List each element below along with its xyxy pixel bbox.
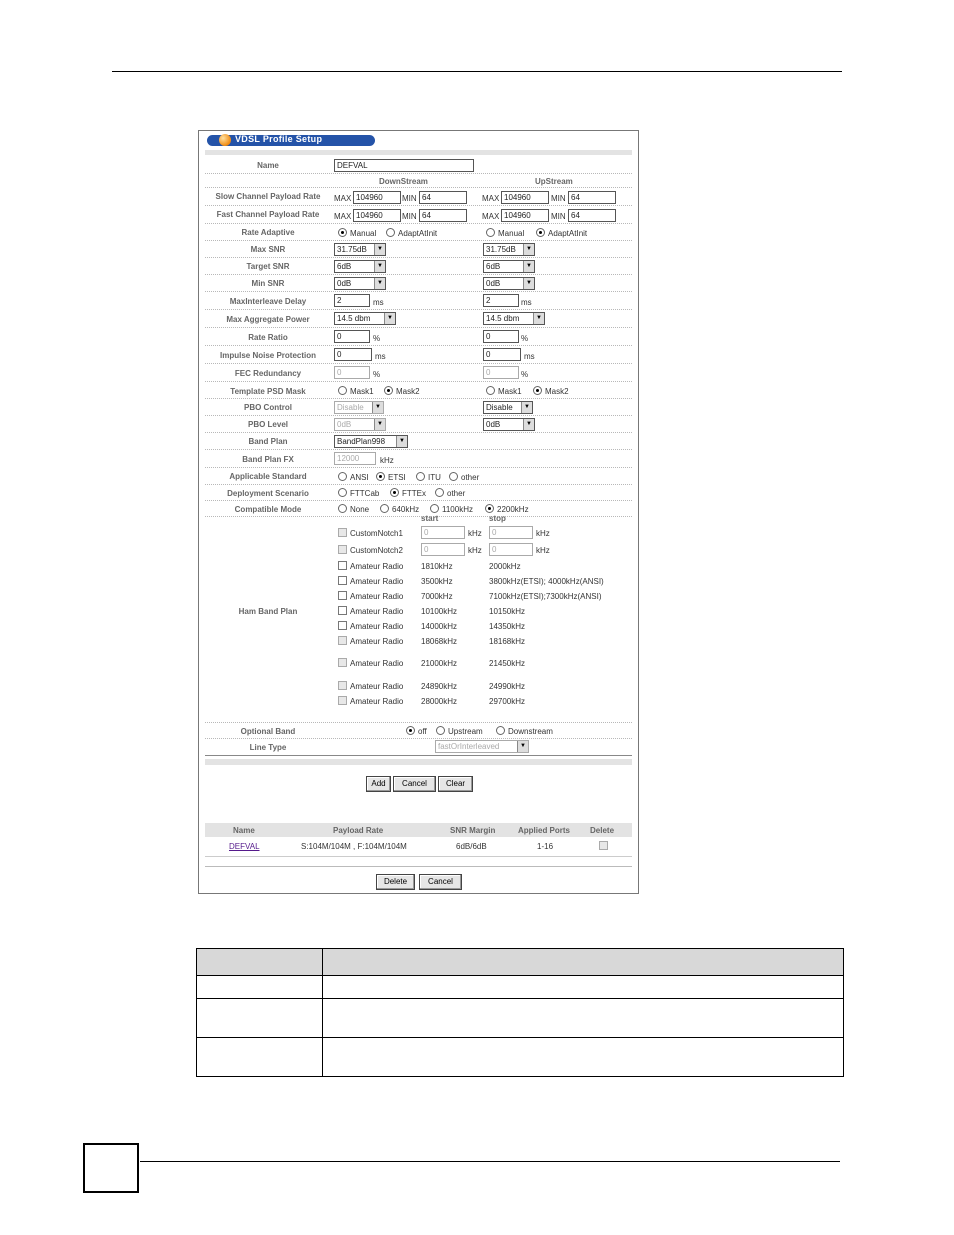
slow-up-max-input[interactable]: 104960 bbox=[501, 191, 549, 204]
payload-value: S:104M/104M , F:104M/104M bbox=[301, 842, 407, 851]
description-table bbox=[196, 948, 844, 1077]
percent-unit: % bbox=[373, 334, 381, 343]
custom-notch2-start-input[interactable]: 0 bbox=[421, 543, 465, 556]
row-max-interleave bbox=[205, 292, 632, 310]
dropdown-arrow-icon: ▼ bbox=[523, 278, 534, 289]
ports-value: 1-16 bbox=[537, 842, 554, 851]
row-stream-headers bbox=[205, 174, 632, 188]
itu-text: ITU bbox=[428, 473, 441, 482]
up-mask1-radio[interactable] bbox=[486, 386, 495, 395]
divider bbox=[205, 866, 632, 867]
ham-stop: 21450kHz bbox=[489, 659, 526, 668]
min-snr-up-select[interactable] bbox=[483, 277, 535, 290]
ham-stop: 14350kHz bbox=[489, 622, 526, 631]
ms-unit: ms bbox=[373, 298, 384, 307]
select-value: 14.5 dbm bbox=[486, 314, 520, 323]
khz-unit: kHz bbox=[536, 529, 550, 538]
select-value: 0dB bbox=[486, 420, 501, 429]
row-rate-adaptive bbox=[205, 224, 632, 241]
dropdown-arrow-icon: ▼ bbox=[374, 261, 385, 272]
slow-down-max-input[interactable]: 104960 bbox=[353, 191, 401, 204]
select-value: fastOrInterleaved bbox=[438, 742, 500, 751]
slow-down-min-input[interactable]: 64 bbox=[419, 191, 467, 204]
delete-checkbox[interactable] bbox=[599, 841, 608, 850]
ham-name: Amateur Radio bbox=[350, 562, 404, 571]
std-itu-radio[interactable] bbox=[416, 472, 425, 481]
ham-stop: 29700kHz bbox=[489, 697, 526, 706]
impulse-noise-label: Impulse Noise Protection bbox=[219, 351, 317, 360]
dropdown-arrow-icon: ▼ bbox=[396, 436, 407, 447]
select-value: 0dB bbox=[486, 279, 501, 288]
ansi-text: ANSI bbox=[350, 473, 369, 482]
select-value: 31.75dB bbox=[337, 245, 367, 254]
max-snr-down-select[interactable] bbox=[334, 243, 386, 256]
select-value: 31.75dB bbox=[486, 245, 516, 254]
delete-button[interactable]: Delete bbox=[376, 874, 415, 890]
down-manual-radio[interactable] bbox=[338, 228, 347, 237]
start-header: start bbox=[421, 514, 439, 523]
mask1-text: Mask1 bbox=[350, 387, 374, 396]
inp-down-input[interactable]: 0 bbox=[334, 348, 372, 361]
table-header-cell bbox=[323, 949, 844, 976]
row-min-snr bbox=[205, 275, 632, 292]
pbo-level-up-select[interactable] bbox=[483, 418, 535, 431]
dep-other-radio[interactable] bbox=[435, 488, 444, 497]
row-band-plan-fx bbox=[205, 450, 632, 468]
row-target-snr bbox=[205, 258, 632, 275]
select-value: 14.5 dbm bbox=[337, 314, 371, 323]
ms-unit: ms bbox=[375, 352, 386, 361]
table-cell bbox=[197, 976, 323, 999]
down-adaptatinit-radio[interactable] bbox=[386, 228, 395, 237]
target-snr-up-select[interactable] bbox=[483, 260, 535, 273]
khz-unit: kHz bbox=[468, 529, 482, 538]
dropdown-arrow-icon: ▼ bbox=[384, 313, 395, 324]
row-fast-channel bbox=[205, 206, 632, 224]
max-aggregate-power-label: Max Aggregate Power bbox=[226, 315, 310, 324]
row-name bbox=[205, 157, 632, 174]
other-text: other bbox=[461, 473, 480, 482]
ham-start: 28000kHz bbox=[421, 697, 458, 706]
min-label: MIN bbox=[402, 194, 417, 203]
row-max-aggregate-power bbox=[205, 310, 632, 328]
row-rate-ratio bbox=[205, 328, 632, 346]
ham-stop: 2000kHz bbox=[489, 562, 521, 571]
other-text: other bbox=[447, 489, 466, 498]
row-compatible-mode bbox=[205, 501, 632, 517]
off-text: off bbox=[418, 727, 427, 736]
ham-stop: 18168kHz bbox=[489, 637, 526, 646]
max-label: MAX bbox=[482, 194, 500, 203]
cm-2200-radio[interactable] bbox=[485, 504, 494, 513]
1100khz-text: 1100kHz bbox=[442, 505, 473, 514]
std-other-radio[interactable] bbox=[449, 472, 458, 481]
band-plan-select[interactable] bbox=[334, 435, 408, 448]
khz-unit: kHz bbox=[380, 456, 394, 465]
down-mask1-radio[interactable] bbox=[338, 386, 347, 395]
percent-unit: % bbox=[373, 370, 381, 379]
page-header-rule bbox=[112, 71, 842, 72]
list-header-ports: Applied Ports bbox=[518, 826, 571, 835]
page-number-box bbox=[83, 1143, 139, 1193]
adaptatinit-text: AdaptAtInit bbox=[398, 229, 438, 238]
panel-title-bar bbox=[207, 135, 375, 146]
row-band-plan bbox=[205, 433, 632, 450]
fec-down-input[interactable]: 0 bbox=[334, 366, 370, 379]
upstream-header: UpStream bbox=[535, 177, 573, 186]
name-input[interactable]: DEFVAL bbox=[334, 159, 474, 172]
max-label: MAX bbox=[482, 212, 500, 221]
target-snr-label: Target SNR bbox=[246, 262, 290, 271]
ham-stop: 7100kHz(ETSI);7300kHz(ANSI) bbox=[489, 592, 602, 601]
downstream-text: Downstream bbox=[508, 727, 553, 736]
pbo-level-label: PBO Level bbox=[247, 420, 288, 429]
manual-text: Manual bbox=[498, 229, 525, 238]
mask2-text: Mask2 bbox=[396, 387, 420, 396]
min-label: MIN bbox=[551, 194, 566, 203]
upstream-text: Upstream bbox=[448, 727, 483, 736]
max-interleave-label: MaxInterleave Delay bbox=[229, 297, 307, 306]
stop-header: stop bbox=[489, 514, 506, 523]
rate-adaptive-label: Rate Adaptive bbox=[241, 228, 295, 237]
pbo-control-up-select[interactable] bbox=[483, 401, 533, 414]
select-value: 6dB bbox=[486, 262, 501, 271]
pbo-level-down-select[interactable] bbox=[334, 418, 386, 431]
cm-none-radio[interactable] bbox=[338, 504, 347, 513]
ham-checkbox[interactable] bbox=[338, 576, 347, 585]
opt-upstream-radio[interactable] bbox=[436, 726, 445, 735]
table-cell bbox=[323, 976, 844, 999]
cm-1100-radio[interactable] bbox=[430, 504, 439, 513]
list-header-payload: Payload Rate bbox=[333, 826, 384, 835]
list-header-snr: SNR Margin bbox=[450, 826, 496, 835]
custom-notch1-start-input[interactable]: 0 bbox=[421, 526, 465, 539]
percent-unit: % bbox=[521, 334, 529, 343]
ham-band-plan-label: Ham Band Plan bbox=[238, 607, 298, 616]
psd-mask-label: Template PSD Mask bbox=[230, 387, 306, 396]
fast-down-min-input[interactable]: 64 bbox=[419, 209, 467, 222]
row-deployment-scenario bbox=[205, 485, 632, 501]
dropdown-arrow-icon: ▼ bbox=[523, 419, 534, 430]
clear-button[interactable]: Clear bbox=[438, 776, 473, 792]
ham-start: 24890kHz bbox=[421, 682, 458, 691]
compatible-mode-label: Compatible Mode bbox=[234, 505, 302, 514]
ham-name: Amateur Radio bbox=[350, 622, 404, 631]
percent-unit: % bbox=[521, 370, 529, 379]
mask2-text: Mask2 bbox=[545, 387, 569, 396]
rate-ratio-up-input[interactable]: 0 bbox=[483, 330, 519, 343]
fast-channel-label: Fast Channel Payload Rate bbox=[216, 210, 320, 219]
line-type-select[interactable] bbox=[435, 740, 529, 753]
custom-notch2-checkbox[interactable] bbox=[338, 545, 347, 554]
manual-text: Manual bbox=[350, 229, 377, 238]
profile-form bbox=[205, 150, 632, 754]
max-snr-label: Max SNR bbox=[250, 245, 286, 254]
select-value: 6dB bbox=[337, 262, 352, 271]
custom-notch2-text: CustomNotch2 bbox=[350, 546, 403, 555]
select-value: 0dB bbox=[337, 279, 352, 288]
ham-checkbox[interactable] bbox=[338, 561, 347, 570]
divider bbox=[205, 755, 632, 756]
ham-checkbox[interactable] bbox=[338, 621, 347, 630]
ms-unit: ms bbox=[521, 298, 532, 307]
profile-link[interactable]: DEFVAL bbox=[229, 842, 260, 851]
row-applicable-standard bbox=[205, 468, 632, 485]
select-value: BandPlan998 bbox=[337, 437, 386, 446]
ham-stop: 3800kHz(ETSI); 4000kHz(ANSI) bbox=[489, 577, 604, 586]
list-header-delete: Delete bbox=[590, 826, 615, 835]
max-interleave-down-input[interactable]: 2 bbox=[334, 294, 370, 307]
vdsl-profile-panel bbox=[198, 130, 639, 894]
max-aggr-up-select[interactable] bbox=[483, 312, 545, 325]
fec-redundancy-label: FEC Redundancy bbox=[234, 369, 302, 378]
custom-notch1-checkbox[interactable] bbox=[338, 528, 347, 537]
band-plan-label: Band Plan bbox=[248, 437, 288, 446]
ham-name: Amateur Radio bbox=[350, 607, 404, 616]
max-aggr-down-select[interactable] bbox=[334, 312, 396, 325]
table-cell bbox=[197, 999, 323, 1038]
snr-value: 6dB/6dB bbox=[456, 842, 487, 851]
up-mask2-radio[interactable] bbox=[533, 386, 542, 395]
ham-checkbox[interactable] bbox=[338, 636, 347, 645]
dep-fttex-radio[interactable] bbox=[390, 488, 399, 497]
table-cell bbox=[323, 999, 844, 1038]
cm-640-radio[interactable] bbox=[380, 504, 389, 513]
ham-checkbox[interactable] bbox=[338, 606, 347, 615]
min-label: MIN bbox=[402, 212, 417, 221]
table-cell bbox=[323, 1038, 844, 1077]
downstream-header: DownStream bbox=[379, 177, 428, 186]
select-value: Disable bbox=[486, 403, 513, 412]
khz-unit: kHz bbox=[468, 546, 482, 555]
panel-title: VDSL Profile Setup bbox=[235, 134, 323, 144]
ham-checkbox[interactable] bbox=[338, 681, 347, 690]
dropdown-arrow-icon: ▼ bbox=[523, 261, 534, 272]
max-label: MAX bbox=[334, 194, 352, 203]
ham-start: 14000kHz bbox=[421, 622, 458, 631]
dep-fttcab-radio[interactable] bbox=[338, 488, 347, 497]
custom-notch1-text: CustomNotch1 bbox=[350, 529, 403, 538]
line-type-label: Line Type bbox=[249, 743, 287, 752]
ham-checkbox[interactable] bbox=[338, 658, 347, 667]
dropdown-arrow-icon: ▼ bbox=[372, 402, 383, 413]
fast-down-max-input[interactable]: 104960 bbox=[353, 209, 401, 222]
ham-stop: 10150kHz bbox=[489, 607, 526, 616]
max-label: MAX bbox=[334, 212, 352, 221]
row-max-snr bbox=[205, 241, 632, 258]
ham-start: 21000kHz bbox=[421, 659, 458, 668]
max-snr-up-select[interactable] bbox=[483, 243, 535, 256]
ham-start: 3500kHz bbox=[421, 577, 453, 586]
up-manual-radio[interactable] bbox=[486, 228, 495, 237]
ham-name: Amateur Radio bbox=[350, 637, 404, 646]
slow-channel-label: Slow Channel Payload Rate bbox=[215, 192, 321, 201]
ham-name: Amateur Radio bbox=[350, 592, 404, 601]
row-slow-channel bbox=[205, 188, 632, 206]
ham-start: 7000kHz bbox=[421, 592, 453, 601]
dropdown-arrow-icon: ▼ bbox=[521, 402, 532, 413]
min-label: MIN bbox=[551, 212, 566, 221]
opt-off-radio[interactable] bbox=[406, 726, 415, 735]
adaptatinit-text: AdaptAtInit bbox=[548, 229, 588, 238]
ms-unit: ms bbox=[524, 352, 535, 361]
fttex-text: FTTEx bbox=[402, 489, 426, 498]
dropdown-arrow-icon: ▼ bbox=[374, 244, 385, 255]
list-header bbox=[205, 823, 632, 837]
dropdown-arrow-icon: ▼ bbox=[523, 244, 534, 255]
title-bullet-icon bbox=[219, 134, 231, 146]
row-line-type bbox=[205, 739, 632, 756]
optional-band-label: Optional Band bbox=[240, 727, 296, 736]
min-snr-down-select[interactable] bbox=[334, 277, 386, 290]
cancel-list-button[interactable]: Cancel bbox=[419, 874, 462, 890]
custom-notch2-stop-input[interactable]: 0 bbox=[489, 543, 533, 556]
none-text: None bbox=[350, 505, 370, 514]
etsi-text: ETSI bbox=[388, 473, 406, 482]
select-value: Disable bbox=[337, 403, 364, 412]
ham-name: Amateur Radio bbox=[350, 659, 404, 668]
down-mask2-radio[interactable] bbox=[384, 386, 393, 395]
up-adaptatinit-radio[interactable] bbox=[536, 228, 545, 237]
page-footer-rule bbox=[140, 1161, 840, 1162]
table-row bbox=[205, 838, 632, 857]
row-pbo-control bbox=[205, 399, 632, 416]
table-cell bbox=[197, 1038, 323, 1077]
row-psd-mask bbox=[205, 382, 632, 399]
dropdown-arrow-icon: ▼ bbox=[533, 313, 544, 324]
table-header-cell bbox=[197, 949, 323, 976]
row-ham-band-plan bbox=[205, 514, 632, 723]
row-optional-band bbox=[205, 723, 632, 739]
max-interleave-up-input[interactable]: 2 bbox=[483, 294, 519, 307]
custom-notch1-stop-input[interactable]: 0 bbox=[489, 526, 533, 539]
cancel-button[interactable]: Cancel bbox=[393, 776, 436, 792]
rate-ratio-down-input[interactable]: 0 bbox=[334, 330, 370, 343]
ham-checkbox[interactable] bbox=[338, 591, 347, 600]
select-value: 0dB bbox=[337, 420, 352, 429]
fast-up-min-input[interactable]: 64 bbox=[568, 209, 616, 222]
640khz-text: 640kHz bbox=[392, 505, 420, 514]
ham-name: Amateur Radio bbox=[350, 577, 404, 586]
inp-up-input[interactable]: 0 bbox=[483, 348, 521, 361]
dropdown-arrow-icon: ▼ bbox=[517, 741, 528, 752]
fttcab-text: FTTCab bbox=[350, 489, 380, 498]
ham-start: 10100kHz bbox=[421, 607, 458, 616]
slow-up-min-input[interactable]: 64 bbox=[568, 191, 616, 204]
dropdown-arrow-icon: ▼ bbox=[374, 278, 385, 289]
name-label: Name bbox=[257, 161, 279, 170]
khz-unit: kHz bbox=[536, 546, 550, 555]
std-ansi-radio[interactable] bbox=[338, 472, 347, 481]
ham-name: Amateur Radio bbox=[350, 697, 404, 706]
deployment-scenario-label: Deployment Scenario bbox=[227, 489, 309, 498]
2200khz-text: 2200kHz bbox=[497, 505, 529, 514]
band-plan-fx-input[interactable]: 12000 bbox=[334, 452, 376, 465]
ham-name: Amateur Radio bbox=[350, 682, 404, 691]
opt-downstream-radio[interactable] bbox=[496, 726, 505, 735]
ham-start: 18068kHz bbox=[421, 637, 458, 646]
row-fec-redundancy bbox=[205, 364, 632, 382]
mask1-text: Mask1 bbox=[498, 387, 522, 396]
ham-stop: 24990kHz bbox=[489, 682, 526, 691]
ham-start: 1810kHz bbox=[421, 562, 453, 571]
pbo-control-down-select[interactable] bbox=[334, 401, 384, 414]
list-header-name: Name bbox=[233, 826, 255, 835]
add-button[interactable]: Add bbox=[366, 776, 391, 792]
ham-checkbox[interactable] bbox=[338, 696, 347, 705]
target-snr-down-select[interactable] bbox=[334, 260, 386, 273]
row-impulse-noise bbox=[205, 346, 632, 364]
min-snr-label: Min SNR bbox=[251, 279, 285, 288]
pbo-control-label: PBO Control bbox=[244, 403, 292, 412]
row-pbo-level bbox=[205, 416, 632, 433]
fast-up-max-input[interactable]: 104960 bbox=[501, 209, 549, 222]
fec-up-input[interactable]: 0 bbox=[483, 366, 519, 379]
band-plan-fx-label: Band Plan FX bbox=[242, 455, 294, 464]
applicable-standard-label: Applicable Standard bbox=[229, 472, 307, 481]
std-etsi-radio[interactable] bbox=[376, 472, 385, 481]
dropdown-arrow-icon: ▼ bbox=[374, 419, 385, 430]
rate-ratio-label: Rate Ratio bbox=[248, 333, 288, 342]
